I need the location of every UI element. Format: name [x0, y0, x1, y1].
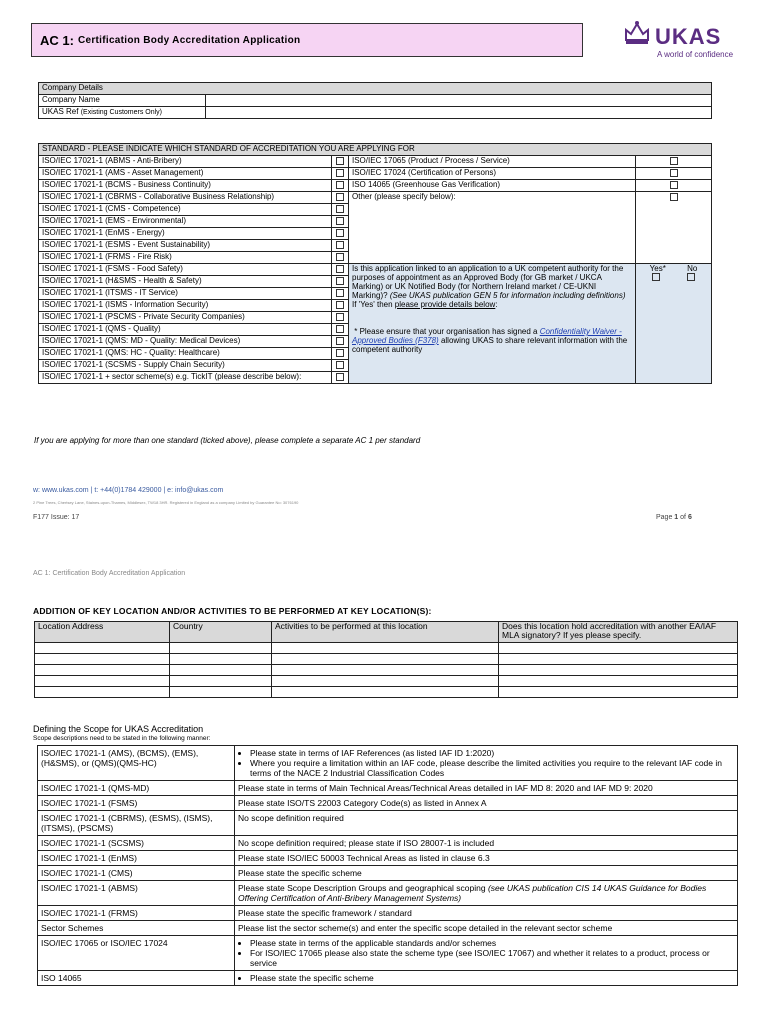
scope-standard: ISO/IEC 17021-1 (QMS-MD) — [38, 781, 235, 796]
checkbox[interactable] — [670, 157, 678, 165]
scope-description: Please state in terms of Main Technical Areas/Technical Areas detailed in IAF MD 8: 2020 and IAF MD 9: 2020 — [235, 781, 738, 796]
standard-label: ISO/IEC 17021-1 + sector scheme(s) e.g. TickIT (please describe below): — [39, 372, 332, 384]
standard-checkbox-cell[interactable] — [636, 156, 712, 168]
scope-description — [235, 936, 738, 971]
standard-checkbox-cell[interactable] — [332, 348, 349, 360]
scope-subheading: Scope descriptions need to be stated in the following manner: — [33, 735, 211, 742]
checkbox[interactable] — [336, 193, 344, 201]
scope-standard: Sector Schemes — [38, 921, 235, 936]
location-address-field[interactable] — [35, 687, 170, 698]
page2-header: AC 1: Certification Body Accreditation Application — [33, 570, 186, 577]
standard-label: ISO/IEC 17021-1 (FRMS - Fire Risk) — [39, 252, 332, 264]
scope-description: No scope definition required; please state if ISO 28007-1 is included — [235, 836, 738, 851]
scope-row — [38, 971, 738, 986]
standard-checkbox-cell[interactable] — [332, 372, 349, 384]
checkbox[interactable] — [336, 373, 344, 381]
checkbox[interactable] — [336, 313, 344, 321]
standard-label: ISO/IEC 17021-1 (PSCMS - Private Security Companies) — [39, 312, 332, 324]
standard-checkbox-cell[interactable] — [332, 228, 349, 240]
col-country: Country — [170, 622, 272, 643]
standard-label: ISO/IEC 17021-1 (QMS - Quality) — [39, 324, 332, 336]
checkbox[interactable] — [670, 193, 678, 201]
standard-label-right: ISO 14065 (Greenhouse Gas Verification) — [349, 180, 636, 192]
standard-checkbox-cell[interactable] — [332, 336, 349, 348]
scope-description: Please state ISO/IEC 50003 Technical Areas as listed in clause 6.3 — [235, 851, 738, 866]
scope-standard: ISO/IEC 17021-1 (SCSMS) — [38, 836, 235, 851]
checkbox[interactable] — [670, 169, 678, 177]
scope-row — [38, 811, 738, 836]
location-address-field[interactable] — [35, 676, 170, 687]
standard-checkbox-cell[interactable] — [332, 180, 349, 192]
footer-page-number: Page 1 of 6 — [656, 514, 692, 521]
standard-label: ISO/IEC 17021-1 (FSMS - Food Safety) — [39, 264, 332, 276]
activities-field[interactable] — [272, 654, 499, 665]
standard-label: ISO/IEC 17021-1 (EMS - Environmental) — [39, 216, 332, 228]
checkbox[interactable] — [336, 157, 344, 165]
country-field[interactable] — [170, 665, 272, 676]
location-row[interactable] — [35, 643, 738, 654]
location-row[interactable] — [35, 687, 738, 698]
standard-label: ISO/IEC 17021-1 (CBRMS - Collaborative Business Relationship) — [39, 192, 332, 204]
scope-description: Please state Scope Description Groups and geographical scoping (see UKAS publication CIS 14 UKAS Guidance for Bodies Offering Certification of Anti-Bribery Management Systems) — [235, 881, 738, 906]
company-name-field[interactable] — [206, 95, 712, 107]
standard-checkbox-cell[interactable] — [332, 252, 349, 264]
standard-label: ISO/IEC 17021-1 (ABMS - Anti-Bribery) — [39, 156, 332, 168]
standard-checkbox-cell[interactable] — [332, 156, 349, 168]
form-title-box — [31, 23, 583, 57]
ukas-ref-label: UKAS Ref (Existing Customers Only) — [39, 107, 206, 119]
checkbox[interactable] — [670, 181, 678, 189]
standard-checkbox-cell[interactable] — [332, 216, 349, 228]
checkbox[interactable] — [336, 289, 344, 297]
yes-no-cell — [636, 264, 712, 384]
scope-bullet: • Where you require a limitation within an IAF code, please describe the limited activities you require to the relevant IAF code in terms of the NACE 2 Industrial Classification Codes — [250, 758, 734, 778]
no-label: No — [687, 264, 698, 273]
crown-icon — [622, 18, 652, 48]
standards-header: STANDARD - PLEASE INDICATE WHICH STANDARD OF ACCREDITATION YOU ARE APPLYING FOR — [39, 144, 712, 156]
footer-address: 2 Pine Trees, Chertsey Lane, Staines-upon-Thames, Middlesex, TW18 3HR. Registered in England as a company Limited by Guarantee No: 3076190 — [33, 500, 299, 505]
standard-label-right: ISO/IEC 17065 (Product / Process / Service) — [349, 156, 636, 168]
scope-standard: ISO 14065 — [38, 971, 235, 986]
scope-standard: ISO/IEC 17021-1 (FRMS) — [38, 906, 235, 921]
scope-heading: Defining the Scope for UKAS Accreditation — [33, 724, 204, 734]
scope-row — [38, 836, 738, 851]
standard-checkbox-cell[interactable] — [332, 240, 349, 252]
scope-row — [38, 921, 738, 936]
activities-field[interactable] — [272, 676, 499, 687]
ca-question: Is this application linked to an application to a UK competent authority for the purposes of appointment as an Approved Body (for GB market / UKCA Marking) or UK Notified Body (for Northern Ireland market / CE-UKNI Marking)? — [352, 264, 624, 300]
scope-row — [38, 796, 738, 811]
standard-checkbox-cell[interactable] — [332, 300, 349, 312]
scope-standard: ISO/IEC 17021-1 (EnMS) — [38, 851, 235, 866]
scope-bullet: • For ISO/IEC 17065 please also state the scheme type (see ISO/IEC 17067) and whether it relates to a product, process or service — [250, 948, 734, 968]
standard-checkbox-cell[interactable] — [332, 204, 349, 216]
key-location-heading: ADDITION OF KEY LOCATION AND/OR ACTIVITIES TO BE PERFORMED AT KEY LOCATION(S): — [33, 606, 432, 616]
scope-row — [38, 936, 738, 971]
standard-label-right: ISO/IEC 17024 (Certification of Persons) — [349, 168, 636, 180]
scope-bullet: • Please state in terms of IAF References (as listed IAF ID 1:2020) — [250, 748, 734, 758]
checkbox[interactable] — [336, 241, 344, 249]
scope-table — [37, 745, 738, 986]
other-label: Other (please specify below): — [352, 192, 456, 201]
location-address-field[interactable] — [35, 654, 170, 665]
standard-label: ISO/IEC 17021-1 (QMS: MD - Quality: Medical Devices) — [39, 336, 332, 348]
standard-checkbox-cell[interactable] — [332, 168, 349, 180]
other-checkbox-cell[interactable] — [636, 192, 712, 264]
location-row[interactable] — [35, 654, 738, 665]
brand-logo: UKAS — [655, 24, 722, 49]
yes-label: Yes* — [649, 264, 666, 273]
accreditation-field[interactable] — [499, 665, 738, 676]
scope-bullet: • Please state in terms of the applicable standards and/or schemes — [250, 938, 734, 948]
accreditation-field[interactable] — [499, 676, 738, 687]
standard-label: ISO/IEC 17021-1 (EnMS - Energy) — [39, 228, 332, 240]
footer-form-number: F177 Issue: 17 — [33, 514, 80, 521]
scope-row — [38, 881, 738, 906]
scope-row — [38, 866, 738, 881]
if-yes-text: If 'Yes' then please provide details below: — [352, 300, 498, 309]
checkbox[interactable] — [336, 361, 344, 369]
country-field[interactable] — [170, 654, 272, 665]
scope-standard: ISO/IEC 17065 or ISO/IEC 17024 — [38, 936, 235, 971]
confidentiality-waiver-link[interactable]: Confidentiality Waiver - Approved Bodies (F378) — [352, 327, 622, 345]
scope-standard: ISO/IEC 17021-1 (ABMS) — [38, 881, 235, 906]
scope-description: Please list the sector scheme(s) and enter the specific scope detailed in the relevant sector scheme — [235, 921, 738, 936]
key-location-table — [34, 621, 738, 698]
ca-reference: (See UKAS publication GEN 5 for information including definitions) — [389, 291, 626, 300]
other-specify-cell[interactable] — [349, 192, 636, 264]
activities-field[interactable] — [272, 643, 499, 654]
footer-contact[interactable]: w: www.ukas.com | t: +44(0)1784 429000 | e: info@ukas.com — [33, 487, 224, 494]
standard-checkbox-cell[interactable] — [636, 180, 712, 192]
form-title: Certification Body Accreditation Application — [77, 34, 301, 46]
scope-standard: ISO/IEC 17021-1 (CMS) — [38, 866, 235, 881]
accreditation-field[interactable] — [499, 654, 738, 665]
scope-description: Please state the specific scheme — [235, 866, 738, 881]
checkbox[interactable] — [336, 205, 344, 213]
standard-label: ISO/IEC 17021-1 (SCSMS - Supply Chain Security) — [39, 360, 332, 372]
country-field[interactable] — [170, 643, 272, 654]
company-details-header: Company Details — [39, 83, 712, 95]
checkbox[interactable] — [336, 229, 344, 237]
checkbox[interactable] — [652, 273, 660, 281]
col-activities: Activities to be performed at this location — [272, 622, 499, 643]
checkbox[interactable] — [336, 265, 344, 273]
col-accreditation: Does this location hold accreditation with another EA/IAF MLA signatory? If yes please specify. — [499, 622, 738, 643]
location-row[interactable] — [35, 676, 738, 687]
checkbox[interactable] — [336, 181, 344, 189]
col-location-address: Location Address — [35, 622, 170, 643]
checkbox[interactable] — [336, 301, 344, 309]
checkbox[interactable] — [336, 349, 344, 357]
scope-description: No scope definition required — [235, 811, 738, 836]
scope-description: Please state the specific framework / standard — [235, 906, 738, 921]
standard-label: ISO/IEC 17021-1 (ITSMS - IT Service) — [39, 288, 332, 300]
standard-checkbox-cell[interactable] — [636, 168, 712, 180]
company-name-label: Company Name — [39, 95, 206, 107]
standard-checkbox-cell[interactable] — [332, 360, 349, 372]
checkbox[interactable] — [336, 277, 344, 285]
ukas-ref-field[interactable] — [206, 107, 712, 119]
standard-label: ISO/IEC 17021-1 (ISMS - Information Security) — [39, 300, 332, 312]
standard-checkbox-cell[interactable] — [332, 192, 349, 204]
standard-checkbox-cell[interactable] — [332, 312, 349, 324]
standard-label: ISO/IEC 17021-1 (AMS - Asset Management) — [39, 168, 332, 180]
scope-standard: ISO/IEC 17021-1 (AMS), (BCMS), (EMS), (H&SMS), or (QMS)(QMS-HC) — [38, 746, 235, 781]
more-than-one-note: If you are applying for more than one standard (ticked above), please complete a separate AC 1 per standard — [34, 436, 421, 445]
standard-label: ISO/IEC 17021-1 (ESMS - Event Sustainability) — [39, 240, 332, 252]
scope-standard: ISO/IEC 17021-1 (CBRMS), (ESMS), (ISMS), (ITSMS), (PSCMS) — [38, 811, 235, 836]
scope-row — [38, 746, 738, 781]
accreditation-field[interactable] — [499, 687, 738, 698]
standard-label: ISO/IEC 17021-1 (QMS: HC - Quality: Healthcare) — [39, 348, 332, 360]
location-row[interactable] — [35, 665, 738, 676]
location-address-field[interactable] — [35, 643, 170, 654]
form-code: AC 1: — [40, 32, 74, 48]
standard-label: ISO/IEC 17021-1 (CMS - Competence) — [39, 204, 332, 216]
scope-row — [38, 781, 738, 796]
standard-label: ISO/IEC 17021-1 (BCMS - Business Continuity) — [39, 180, 332, 192]
scope-bullet: • Please state the specific scheme — [250, 973, 734, 983]
country-field[interactable] — [170, 687, 272, 698]
scope-description — [235, 971, 738, 986]
standard-label: ISO/IEC 17021-1 (H&SMS - Health & Safety) — [39, 276, 332, 288]
checkbox[interactable] — [336, 337, 344, 345]
confidentiality-note: * Please ensure that your organisation has signed a Confidentiality Waiver - Approved Bodies (F378) allowing UKAS to share relevant information with the competent authority — [352, 327, 628, 354]
activities-field[interactable] — [272, 665, 499, 676]
scope-description: Please state ISO/TS 22003 Category Code(s) as listed in Annex A — [235, 796, 738, 811]
checkbox[interactable] — [336, 253, 344, 261]
activities-field[interactable] — [272, 687, 499, 698]
scope-standard: ISO/IEC 17021-1 (FSMS) — [38, 796, 235, 811]
standards-table — [38, 143, 712, 384]
accreditation-field[interactable] — [499, 643, 738, 654]
standard-checkbox-cell[interactable] — [332, 288, 349, 300]
scope-description — [235, 746, 738, 781]
checkbox[interactable] — [336, 169, 344, 177]
brand-tagline: A world of confidence — [657, 50, 734, 59]
standard-checkbox-cell[interactable] — [332, 324, 349, 336]
checkbox[interactable] — [336, 217, 344, 225]
country-field[interactable] — [170, 676, 272, 687]
standard-checkbox-cell[interactable] — [332, 276, 349, 288]
standard-checkbox-cell[interactable] — [332, 264, 349, 276]
location-address-field[interactable] — [35, 665, 170, 676]
checkbox[interactable] — [687, 273, 695, 281]
checkbox[interactable] — [336, 325, 344, 333]
company-details-table — [38, 82, 712, 119]
competent-authority-cell — [349, 264, 636, 384]
scope-row — [38, 906, 738, 921]
scope-row — [38, 851, 738, 866]
